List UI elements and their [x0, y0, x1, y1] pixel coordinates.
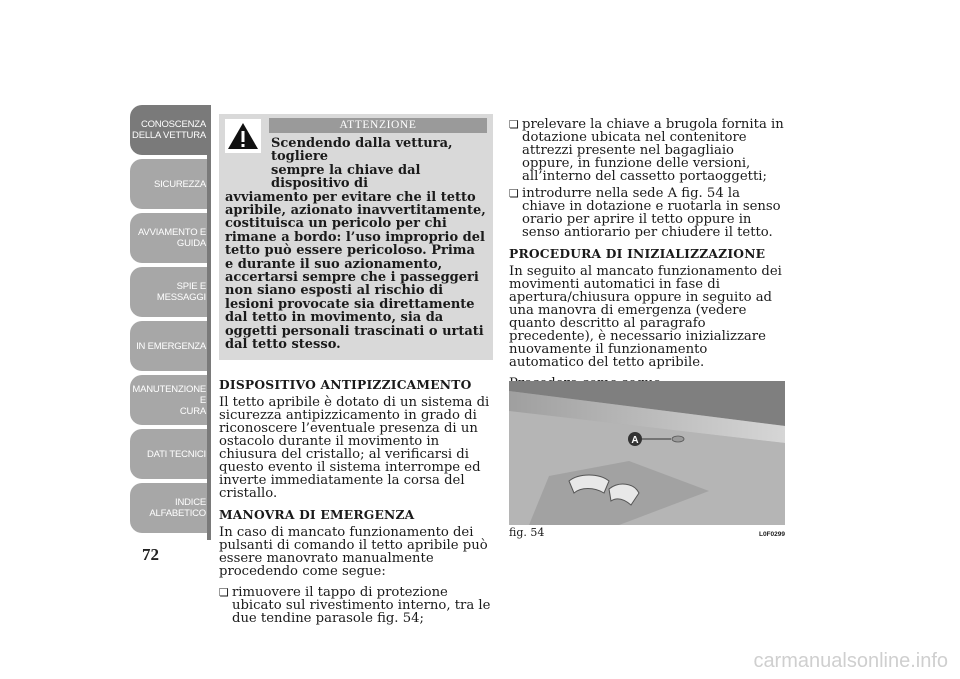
- tab-emergenza[interactable]: IN EMERGENZA: [130, 321, 210, 371]
- figure-caption-row: [509, 526, 785, 539]
- figure-54: [509, 381, 785, 539]
- warning-line-2: sempre la chiave dal dispositivo di: [271, 162, 421, 192]
- list-item: ❏ rimuovere il tappo di protezione ubicato sul rivestimento interno, tra le due tendine parasole fig. 54;: [219, 586, 493, 625]
- warning-triangle-icon: [225, 119, 261, 153]
- emergency-text: In caso di mancato funzionamento dei pulsanti di comando il tetto apribile può essere manovrato manualmente procedendo come segue:: [219, 524, 488, 579]
- figure-code: L0F0299: [758, 531, 785, 538]
- tab-spie[interactable]: SPIE E MESSAGGI: [130, 267, 210, 317]
- roof-interior-drawing: [509, 381, 785, 525]
- antipinch-text: Il tetto apribile è dotato di un sistema di sicurezza antipizzicamento in grado di riconoscere l’eventuale presenza di un ostacolo durante il movimento in chiusura del cristallo; al verificarsi di questo evento il sistema interrompe ed inverte immediatamente la corsa del cristallo.: [219, 394, 490, 501]
- warning-text: [225, 137, 487, 352]
- emergency-steps-right: [509, 118, 785, 239]
- roof-interior-illustration: [509, 381, 785, 525]
- sidebar-spine: [207, 105, 211, 540]
- warning-body: avviamento per evitare che il tetto apribile, azionato inavvertitamente, costituisca un pericolo per chi rimane a bordo: l’uso improprio del tetto può essere pericoloso. Prima e durante il suo azionamento, accertarsi sempre che i passeggeri non siano esposti al rischio di lesioni provocate sia direttamente dal tetto in movimento, sia da oggetti personali trascinati o urtati dal tetto stesso.: [225, 189, 486, 353]
- watermark: carmanualsonline.info: [753, 650, 948, 672]
- warning-box: [219, 114, 493, 360]
- tab-conoscenza[interactable]: CONOSCENZA DELLA VETTURA: [130, 105, 210, 155]
- tab-sicurezza[interactable]: SICUREZZA: [130, 159, 210, 209]
- left-column: [219, 114, 493, 633]
- init-heading: PROCEDURA DI INIZIALIZZAZIONE: [509, 246, 766, 261]
- init-text: In seguito al mancato funzionamento dei movimenti automatici in fase di apertura/chiusura oppure in seguito ad una manovra di emergenza (vedere quanto descritto al paragrafo precedente), è necessario inizializzare nuovamente il funzionamento automatico del tetto apribile.: [509, 264, 782, 370]
- tab-indice[interactable]: INDICE ALFABETICO: [130, 483, 210, 533]
- figure-caption: fig. 54: [509, 526, 545, 539]
- list-item: ❏ prelevare la chiave a brugola fornita in dotazione ubicata nel contenitore attrezzi presente nel bagagliaio oppure, in funzione delle versioni, all’interno del cassetto portaoggetti;: [509, 118, 785, 183]
- tab-dati-tecnici[interactable]: DATI TECNICI: [130, 429, 210, 479]
- tab-manutenzione[interactable]: MANUTENZIONE E CURA: [130, 375, 210, 425]
- warning-line-1: Scendendo dalla vettura, togliere: [271, 136, 453, 165]
- page-number: 72: [142, 545, 159, 564]
- emergency-heading: MANOVRA DI EMERGENZA: [219, 506, 415, 522]
- warning-title: ATTENZIONE: [269, 118, 487, 133]
- emergency-steps-left: [219, 586, 493, 625]
- callout-a: A: [631, 435, 639, 446]
- list-item: ❏ introdurre nella sede A fig. 54 la chiave in dotazione e ruotarla in senso orario per aprire il tetto oppure in senso antiorario per chiudere il tetto.: [509, 187, 785, 239]
- tab-avviamento[interactable]: AVVIAMENTO E GUIDA: [130, 213, 210, 263]
- antipinch-heading: DISPOSITIVO ANTIPIZZICAMENTO: [219, 376, 472, 392]
